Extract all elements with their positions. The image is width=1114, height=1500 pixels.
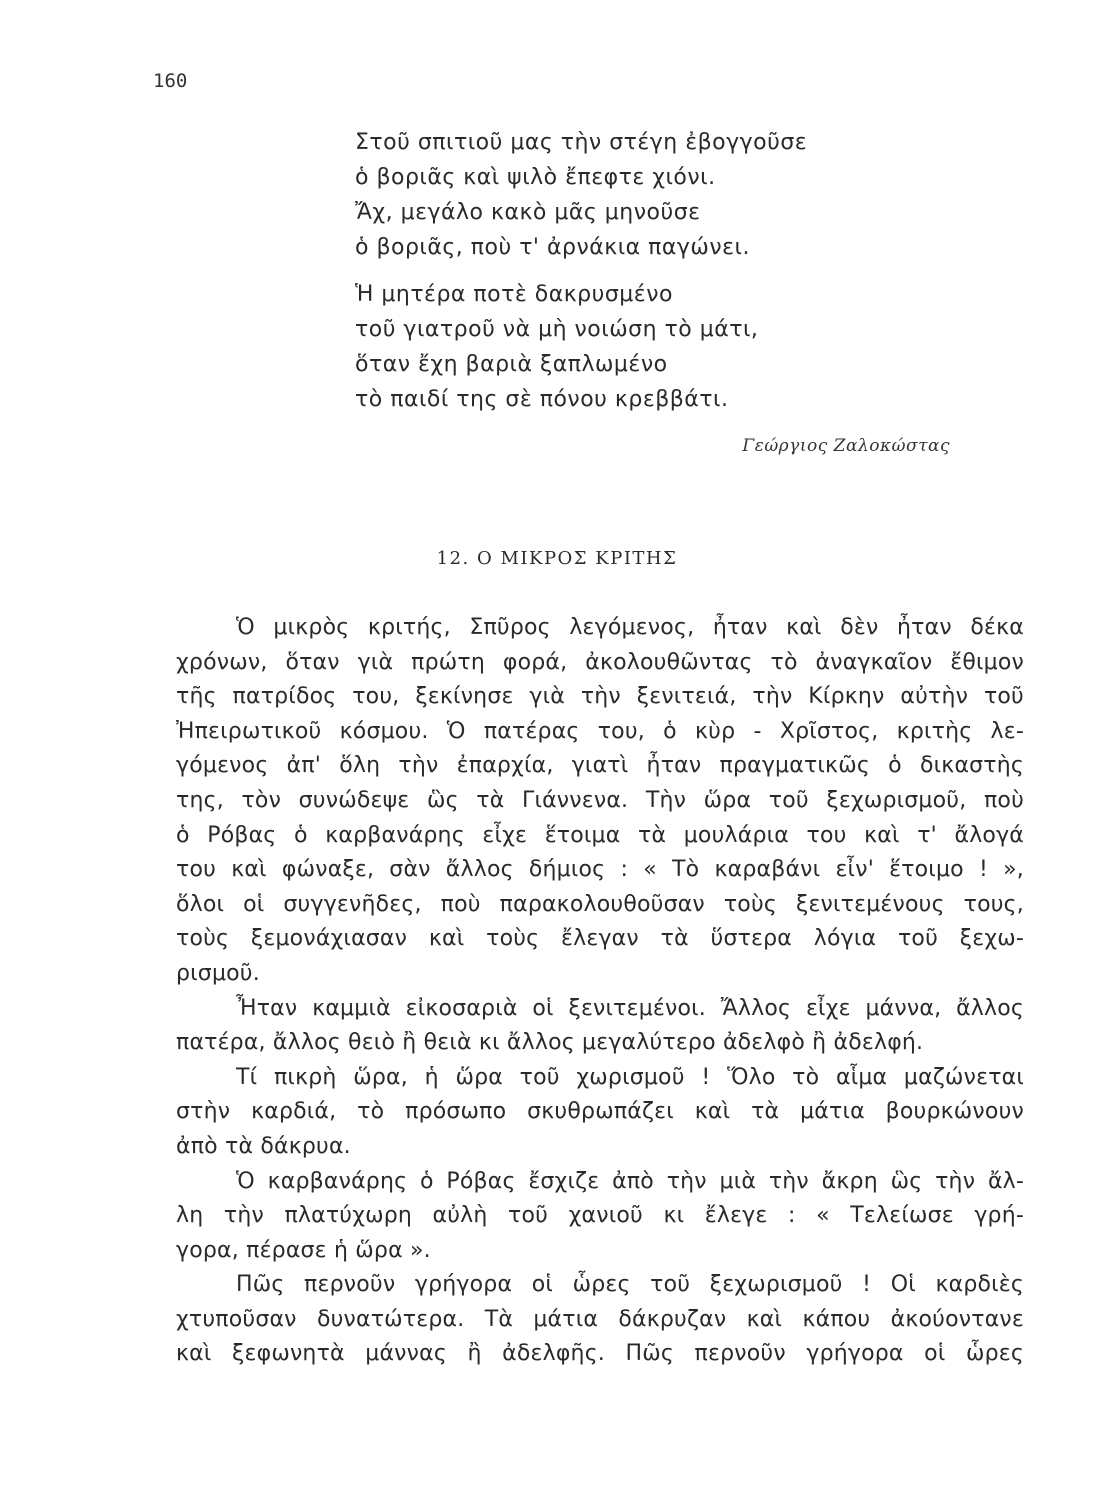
prose-line: λη τὴν πλατύχωρη αὐλὴ τοῦ χανιοῦ κι ἔλεγε : « Τελείωσε γρή- xyxy=(176,1203,1024,1229)
prose-line: γόμενος ἀπ' ὅλη τὴν ἐπαρχία, γιατὶ ἦταν πραγματικῶς ὁ δικαστὴς xyxy=(176,753,1024,779)
verse-line: ὅταν ἔχη βαριὰ ξαπλωμένο xyxy=(355,352,668,377)
page-number: 160 xyxy=(153,70,188,92)
prose-line: ὅλοι οἱ συγγενῆδες, ποὺ παρακολουθοῦσαν τοὺς ξενιτεμένους τους, xyxy=(176,891,1024,917)
poem-stanza-2 xyxy=(355,277,975,417)
prose-line: ἀπὸ τὰ δάκρυα. xyxy=(176,1133,351,1159)
verse-line: Ἄχ, μεγάλο κακὸ μᾶς μηνοῦσε xyxy=(355,200,701,225)
prose-line: Ὁ καρβανάρης ὁ Ρόβας ἔσχιζε ἀπὸ τὴν μιὰ τὴν ἄκρη ὣς τὴν ἄλ- xyxy=(236,1168,1024,1194)
prose-line: ρισμοῦ. xyxy=(176,960,260,986)
verse-line: ὁ βοριᾶς καὶ ψιλὸ ἔπεφτε χιόνι. xyxy=(355,165,716,190)
prose-line: ὁ Ρόβας ὁ καρβανάρης εἶχε ἕτοιμα τὰ μουλάρια του καὶ τ' ἄλογά xyxy=(176,822,1024,848)
poem xyxy=(355,125,975,417)
prose-line: τοὺς ξεμονάχιασαν καὶ τοὺς ἔλεγαν τὰ ὕστερα λόγια τοῦ ξεχω- xyxy=(176,926,1024,952)
poem-stanza-1 xyxy=(355,125,975,265)
prose-line: χτυποῦσαν δυνατώτερα. Τὰ μάτια δάκρυζαν καὶ κάπου ἀκούοντανε xyxy=(176,1306,1024,1332)
prose-line: του καὶ φώναξε, σὰν ἄλλος δήμιος : « Τὸ καραβάνι εἶν' ἕτοιμο ! », xyxy=(176,857,1024,883)
prose-line: Ἦταν καμμιὰ εἰκοσαριὰ οἱ ξενιτεμένοι. Ἄλλος εἶχε μάννα, ἄλλος xyxy=(236,995,1024,1021)
chapter-title: 12. Ο ΜΙΚΡΟΣ ΚΡΙΤΗΣ xyxy=(436,548,678,569)
verse-line: Ἡ μητέρα ποτὲ δακρυσμένο xyxy=(355,282,673,307)
prose-line: τῆς πατρίδος του, ξεκίνησε γιὰ τὴν ξενιτειά, τὴν Κίρκην αὐτὴν τοῦ xyxy=(176,684,1024,710)
verse-line: τὸ παιδί της σὲ πόνου κρεββάτι. xyxy=(355,387,729,412)
prose-line: στὴν καρδιά, τὸ πρόσωπο σκυθρωπάζει καὶ τὰ μάτια βουρκώνουν xyxy=(176,1099,1024,1125)
prose-line: γορα, πέρασε ἡ ὥρα ». xyxy=(176,1237,431,1263)
prose-line: Ἠπειρωτικοῦ κόσμου. Ὁ πατέρας του, ὁ κὺρ - Χρῖστος, κριτὴς λε- xyxy=(176,718,1024,744)
verse-line: τοῦ γιατροῦ νὰ μὴ νοιώση τὸ μάτι, xyxy=(355,317,759,342)
verse-line: Στοῦ σπιτιοῦ μας τὴν στέγη ἐβογγοῦσε xyxy=(355,130,808,155)
prose-line: καὶ ξεφωνητὰ μάννας ἢ ἀδελφῆς. Πῶς περνοῦν γρήγορα οἱ ὧρες xyxy=(176,1341,1024,1367)
prose-line: της, τὸν συνώδεψε ὣς τὰ Γιάννενα. Τὴν ὥρα τοῦ ξεχωρισμοῦ, ποὺ xyxy=(176,787,1024,813)
prose-line: πατέρα, ἄλλος θειὸ ἢ θειὰ κι ἄλλος μεγαλύτερο ἀδελφὸ ἢ ἀδελφή. xyxy=(176,1030,924,1056)
prose-line: Ὁ μικρὸς κριτής, Σπῦρος λεγόμενος, ἦταν καὶ δὲν ἦταν δέκα xyxy=(236,615,1024,640)
poem-author: Γεώργιος Ζαλοκώστας xyxy=(742,436,950,456)
prose-body xyxy=(176,611,1024,1372)
prose-line: χρόνων, ὅταν γιὰ πρώτη φορά, ἀκολουθῶντας τὸ ἀναγκαῖον ἔθιμον xyxy=(176,649,1024,675)
prose-line: Πῶς περνοῦν γρήγορα οἱ ὧρες τοῦ ξεχωρισμοῦ ! Οἱ καρδιὲς xyxy=(236,1272,1024,1298)
prose-line: Τί πικρὴ ὥρα, ἡ ὥρα τοῦ χωρισμοῦ ! Ὅλο τὸ αἷμα μαζώνεται xyxy=(236,1064,1024,1090)
verse-line: ὁ βοριᾶς, ποὺ τ' ἀρνάκια παγώνει. xyxy=(355,235,750,260)
